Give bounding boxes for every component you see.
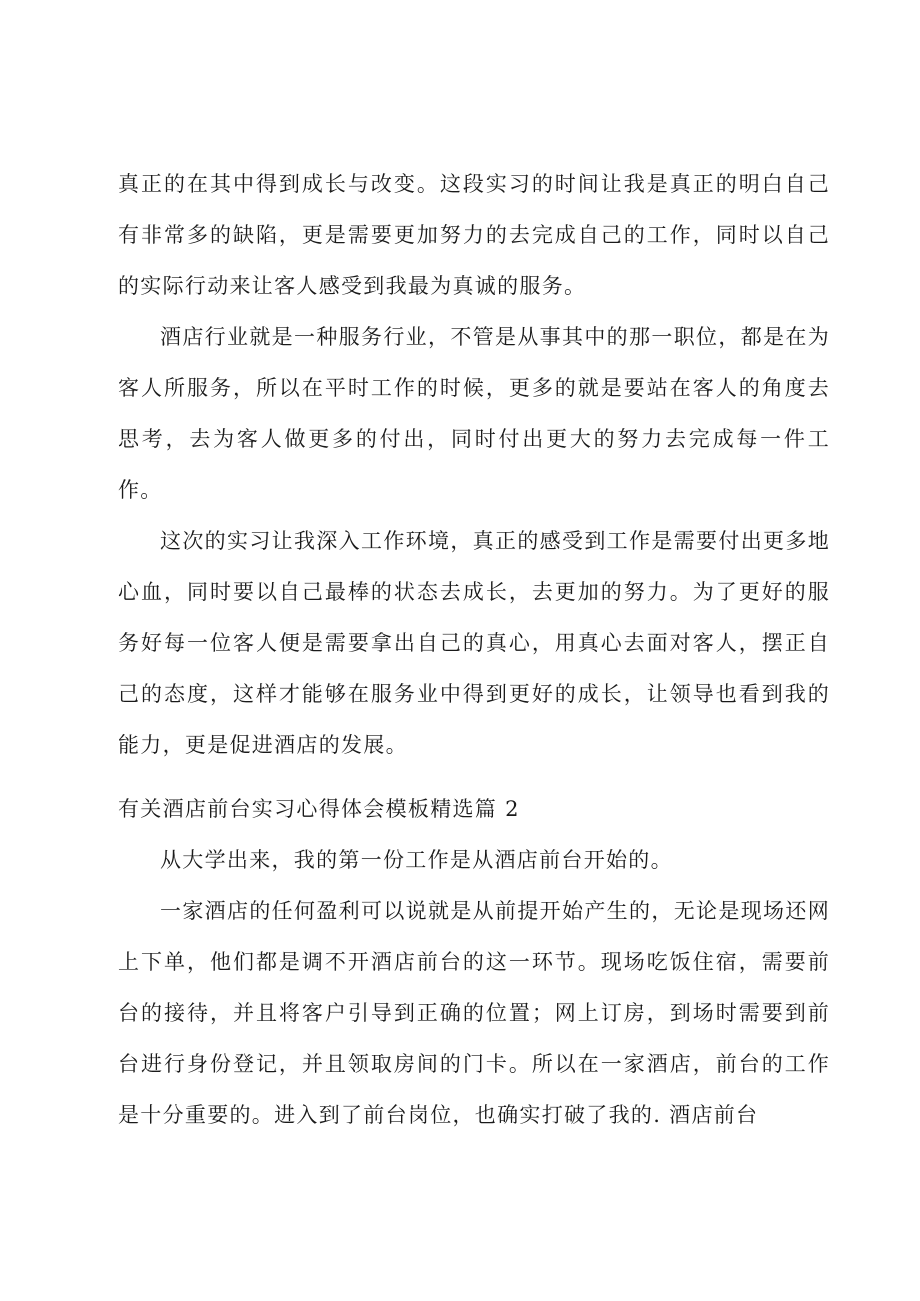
- paragraph-front-desk-importance: 一家酒店的任何盈利可以说就是从前提开始产生的，无论是现场还网上下单，他们都是调不开酒店前台的这一环节。现场吃饭住宿，需要前台的接待，并且将客户引导到正确的位置；网上订房，到场时需要到前台进行身份登记，并且领取房间的门卡。所以在一家酒店，前台的工作是十分重要的。进入到了前台岗位，也确实打破了我的. 酒店前台: [118, 899, 830, 1127]
- section-heading: 有关酒店前台实习心得体会模板精选篇 2: [118, 797, 520, 821]
- paragraph-internship-reflection: 这次的实习让我深入工作环境，真正的感受到工作是需要付出更多地心血，同时要以自己最棒的状态去成长，去更加的努力。为了更好的服务好每一位客人便是需要拿出自己的真心，用真心去面对客人，摆正自己的态度，这样才能够在服务业中得到更好的成长，让领导也看到我的能力，更是促进酒店的发展。: [118, 529, 830, 757]
- paragraph-hotel-industry: 酒店行业就是一种服务行业，不管是从事其中的那一职位，都是在为客人所服务，所以在平时工作的时候，更多的就是要站在客人的角度去思考，去为客人做更多的付出，同时付出更大的努力去完成每一件工作。: [118, 325, 830, 502]
- paragraph-continued: 真正的在其中得到成长与改变。这段实习的时间让我是真正的明白自己有非常多的缺陷，更是需要更加努力的去完成自己的工作，同时以自己的实际行动来让客人感受到我最为真诚的服务。: [118, 172, 830, 298]
- paragraph-first-job: 从大学出来，我的第一份工作是从酒店前台开始的。: [160, 848, 673, 872]
- document-body-section-2: [118, 784, 830, 1141]
- document-body-section-1: [118, 159, 830, 771]
